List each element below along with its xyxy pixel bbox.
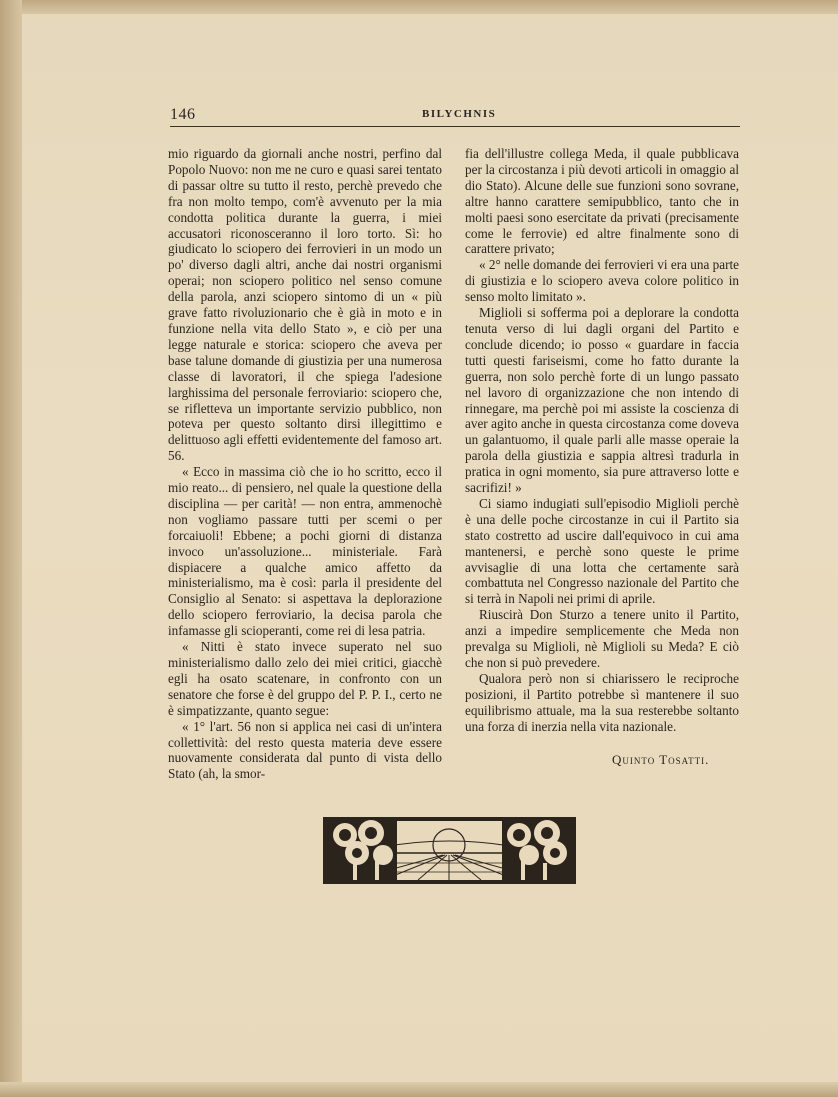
- paragraph: Riuscirà Don Sturzo a tenere unito il Partito, anzi a impedire semplicemente che Meda non prevalga su Miglioli, nè Miglioli su Meda? E ciò che non si può prevedere.: [465, 607, 739, 670]
- right-column: [465, 146, 739, 735]
- left-column: [168, 146, 442, 782]
- paragraph: Miglioli si sofferma poi a deplorare la condotta tenuta verso di lui dagli organi del Partito e conclude dicendo; io posso « guardare in faccia tutti questi fariseismi, come ho fatto durante la guerra, non solo perchè forte di un lungo passato nel lavoro di organizzazione che non intendo di rinnegare, ma perchè poi mi assiste la coscienza di aver agito anche in questa circostanza come doveva un galantuomo, il quale parli alle masse operaie la parola della giustizia e sappia altresì tradurla in pratica in ogni momento, sia pure attraverso lotte e sacrifizi! »: [465, 305, 739, 496]
- paragraph: « Nitti è stato invece superato nel suo ministerialismo dallo zelo dei miei critici, giacchè egli ha osato scatenare, in confronto con un senatore che forse è del gruppo del P. P. I., certo ne è simpatizzante, quanto segue:: [168, 639, 442, 718]
- page-edge-bottom: [0, 1082, 838, 1097]
- header-rule: [170, 126, 740, 127]
- landscape-vignette-icon: [323, 817, 576, 884]
- page-header: [170, 106, 740, 128]
- author-signature: Quinto Tosatti.: [612, 752, 710, 767]
- paragraph: « Ecco in massima ciò che io ho scritto, ecco il mio reato... di pensiero, nel quale la questione della disciplina — per carità! — non entra, ammenochè non vogliamo passare tutti per scemi o per forcaiuoli! Ebbene; a pochi giorni di distanza invoco un'assoluzione... ministeriale. Farà dispiacere a qualche amico affetto da ministerialismo, ma è così: parla il presidente del Consiglio al Senato: si aspettava la deplorazione dello sciopero ferroviario, la decisa parola che infamasse gli scioperanti, come rei di lesa patria.: [168, 464, 442, 639]
- quote-paragraph: « 1° l'art. 56 non si applica nei casi di un'intera collettività: del resto questa materia deve essere nuovamente considerata dal punto di vista dello Stato (ah, la smor-: [168, 718, 442, 782]
- page-number: 146: [170, 106, 196, 123]
- paragraph: Qualora però non si chiarissero le reciproche posizioni, il Partito potrebbe sì mantenere il suo equilibrismo attuale, ma la sua resterebbe soltanto una forza di inerzia nella vita nazionale.: [465, 670, 739, 734]
- running-title: BILYCHNIS: [422, 108, 497, 120]
- quote-paragraph: « 2° nelle domande dei ferrovieri vi era una parte di giustizia e lo sciopero aveva colore politico in senso molto limitato ».: [465, 257, 739, 305]
- paragraph: mio riguardo da giornali anche nostri, perfino dal Popolo Nuovo: non me ne curo e quasi sarei tentato di passar oltre su tutto il resto, perchè prevedo che fra non molto tempo, com'è avvenuto per la mia condotta politica durante la guerra, i miei accusatori riconosceranno il loro torto. Sì: ho giudicato lo sciopero dei ferrovieri in un modo un po' diverso dagli altri, anche dai nostri organismi operai; non sciopero politico nel senso comune della parola, anzi sciopero sintomo di un « più grave fatto rivoluzionario che è già in moto e in funzione nella vita dello Stato », e ciò per una legge naturale e storica: sciopero che aveva per base talune domande di giustizia per una numerosa classe di lavoratori, il che spiega l'adesione larghissima del personale ferroviario: sciopero che, se rifletteva un importante servizio pubblico, non poteva per questo soltanto dirsi illegittimo e delittuoso agli effetti evidentemente del famoso art. 56.: [168, 146, 442, 464]
- paragraph: fia dell'illustre collega Meda, il quale pubblicava per la circostanza i più devoti articoli in omaggio al dio Stato). Alcune delle sue funzioni sono sovrane, altre hanno carattere semipubblico, tanto che in molti paesi sono esercitate da privati (precisamente come le ferrovie) ed altre finalmente sono di carattere privato;: [465, 146, 739, 257]
- page-edge-top: [0, 0, 838, 14]
- paragraph: Ci siamo indugiati sull'episodio Miglioli perchè è una delle poche circostanze in cui il Partito sia stato costretto ad uscire dall'equivoco in cui ama mantenersi, e perchè sono queste le prime avvisaglie di una lotta che certamente sarà combattuta nel Congresso nazionale del Partito che si terrà in Napoli nei primi di aprile.: [465, 495, 739, 607]
- page-edge-left: [0, 0, 22, 1097]
